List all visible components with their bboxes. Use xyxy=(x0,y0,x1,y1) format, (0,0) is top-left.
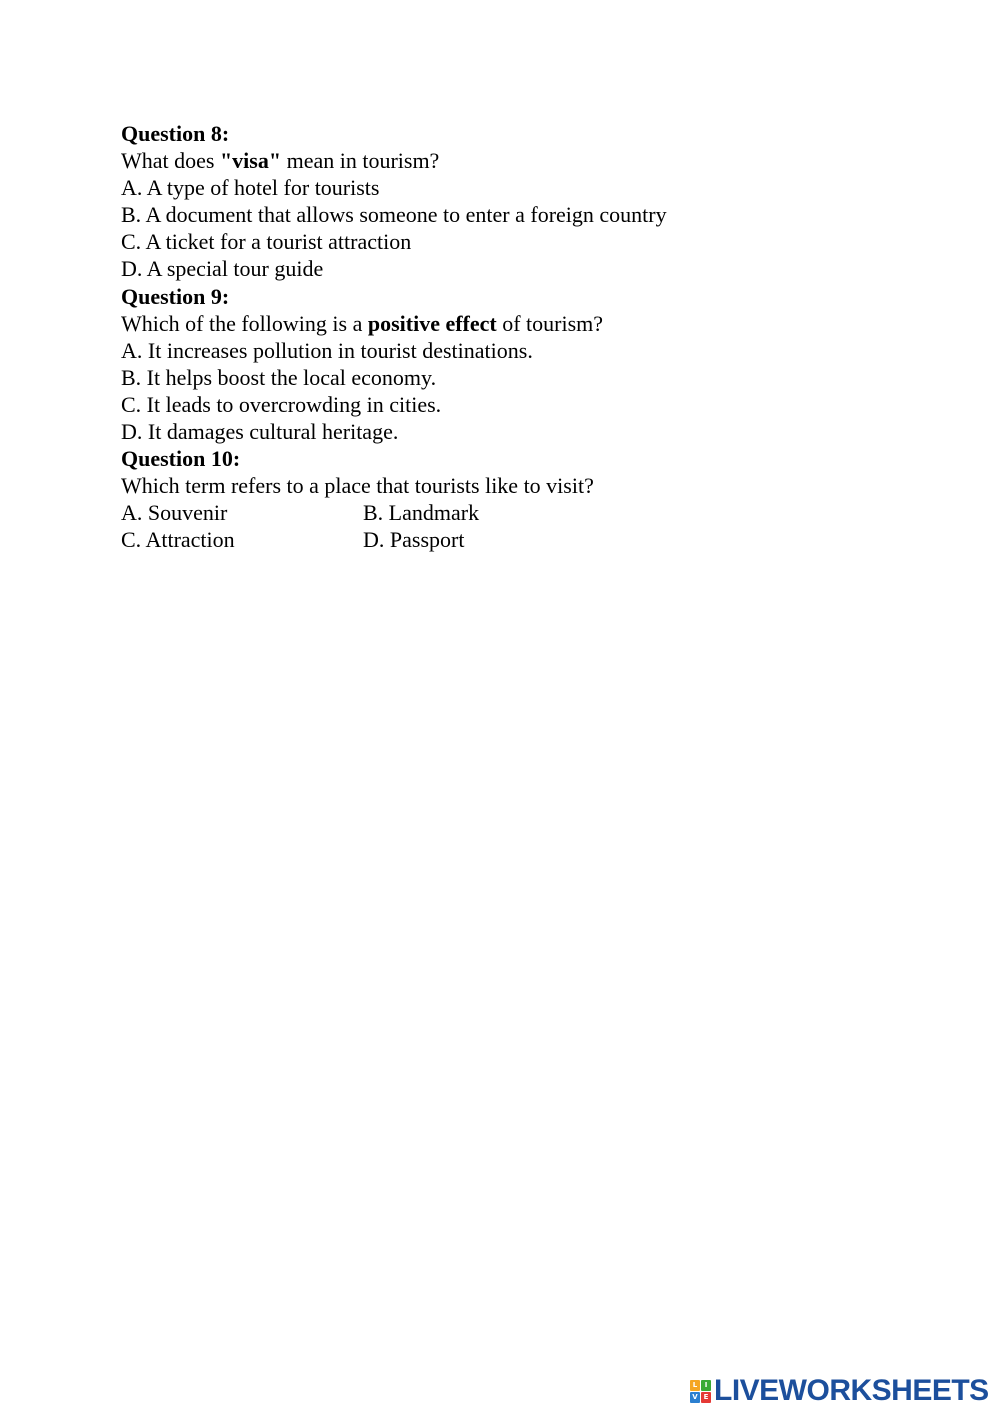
answer-option-d: D. It damages cultural heritage. xyxy=(121,419,399,445)
answer-option-b: B. A document that allows someone to enter a foreign country xyxy=(121,202,667,228)
question-heading: Question 8: xyxy=(121,121,230,146)
worksheet-page xyxy=(121,120,881,554)
logo-square: V xyxy=(690,1392,700,1403)
logo-square: I xyxy=(701,1380,711,1391)
answer-option-a: A. It increases pollution in tourist destinations. xyxy=(121,337,533,363)
liveworksheets-logo xyxy=(690,1374,989,1408)
answer-option-c: C. It leads to overcrowding in cities. xyxy=(121,391,442,417)
prompt-keyword: positive effect xyxy=(367,310,497,336)
question-8 xyxy=(121,120,881,283)
question-prompt xyxy=(121,310,881,337)
answer-options-row xyxy=(121,499,881,526)
answer-option-a: A. A type of hotel for tourists xyxy=(121,175,380,201)
prompt-text: What does xyxy=(121,148,220,174)
answer-option-d: D. Passport xyxy=(363,527,465,553)
answer-option-c: C. Attraction xyxy=(121,527,235,553)
answer-option-b: B. It helps boost the local economy. xyxy=(121,364,437,390)
question-prompt xyxy=(121,147,881,174)
answer-option-c: C. A ticket for a tourist attraction xyxy=(121,229,412,255)
question-9 xyxy=(121,283,881,446)
logo-square: E xyxy=(701,1392,711,1403)
logo-wordmark: LIVEWORKSHEETS xyxy=(714,1374,989,1407)
prompt-text: Which of the following is a xyxy=(121,310,368,336)
prompt-keyword: "visa" xyxy=(219,148,282,174)
question-heading: Question 9: xyxy=(121,283,230,309)
question-prompt: Which term refers to a place that tourists like to visit? xyxy=(121,473,594,499)
answer-option-b: B. Landmark xyxy=(363,500,480,526)
logo-mark-icon xyxy=(690,1380,711,1403)
question-heading: Question 10: xyxy=(121,446,241,472)
answer-option-a: A. Souvenir xyxy=(121,500,228,526)
question-10 xyxy=(121,445,881,553)
logo-square: L xyxy=(690,1380,700,1391)
answer-option-d: D. A special tour guide xyxy=(121,256,324,282)
prompt-text: mean in tourism? xyxy=(281,148,440,174)
answer-options-row xyxy=(121,526,881,553)
prompt-text: of tourism? xyxy=(496,310,604,336)
